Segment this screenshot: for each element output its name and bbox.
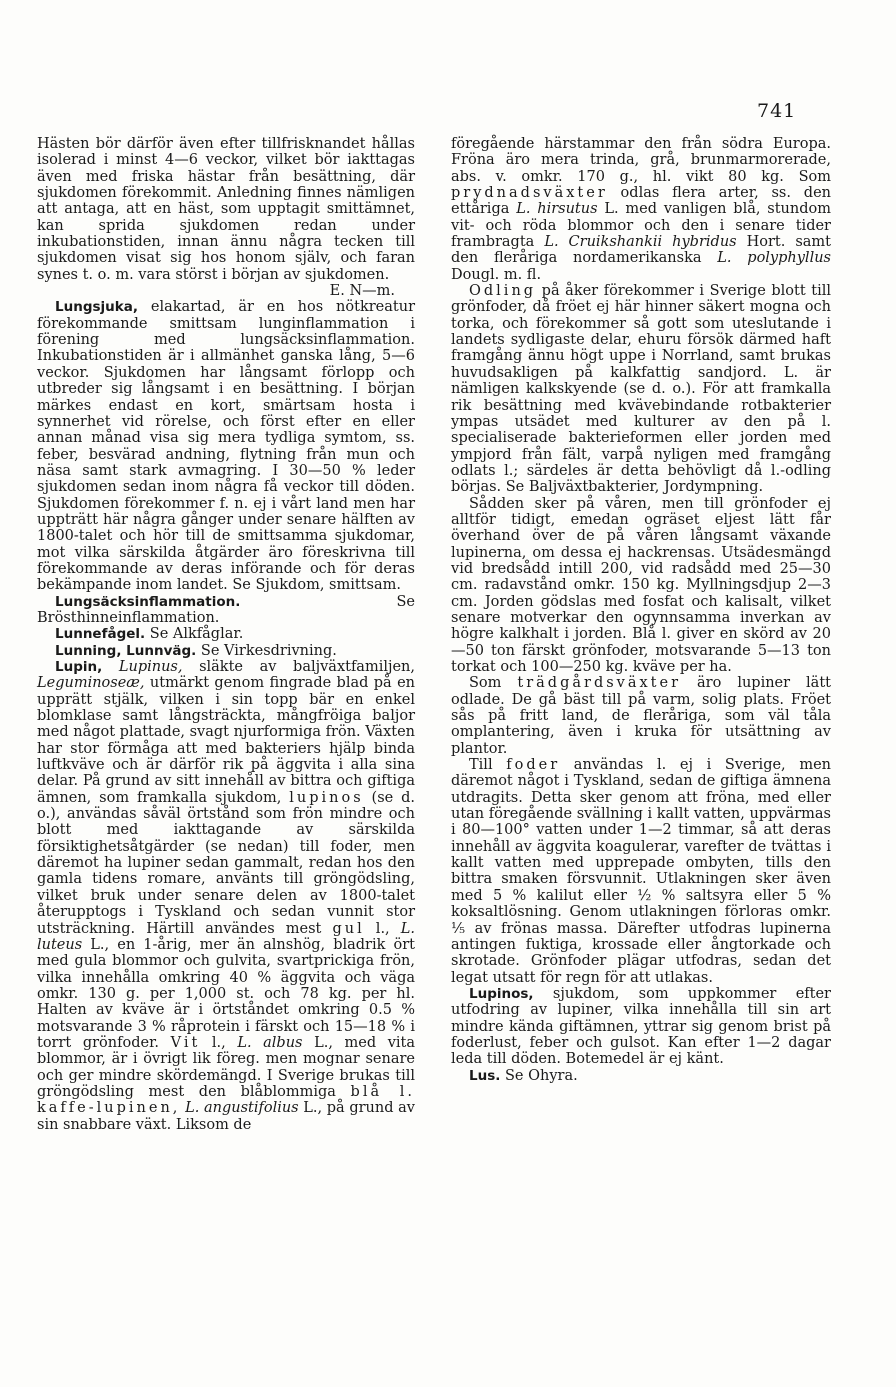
entry-lupinos: Lupinos, sjukdom, som uppkommer efter utfodring av lupiner, vilka innehålla till sin art mindre kända giftämnen, yttrar sig genom brist på foderlust, feber och gulsot. Kan efter 1—2 dagar leda till döden. Botemedel är ej känt. — [451, 985, 831, 1068]
right-column — [451, 136, 831, 1084]
entry-lupin: Lupin, Lupinus, släkte av baljväxtfamiljen, Leguminoseæ, utmärkt genom fingrade blad på en upprätt stjälk, vilken i sin topp bär en enkel blomklase samt långsträckta, mångfröiga baljor med något plattade, svagt njurformiga frön. Växten har stor förmåga att med bakteriers hjälp binda luftkväve och är därför rik på äggvita i alla sina delar. På grund av sitt innehåll av bittra och giftiga ämnen, som framkalla sjukdom, lupinos (se d. o.), användas såväl örtstånd som frön mindre och blott med iakttagande av särskilda försiktighetsåtgärder (se nedan) till foder, men däremot ha lupiner sedan gammalt, redan hos den gamla tidens romare, använts till gröngödsling, vilket bruk under senare delen av 1800-talet återupptogs i Tyskland och sedan vunnit stor utsträckning. Härtill användes mest gul l., L. luteus L., en 1-årig, mer än alnshög, bladrik ört med gula blommor och gulvita, svartprickiga frön, vilka innehålla omkring 40 % äggvita och väga omkr. 130 g. per 1,000 st. och 78 kg. per hl. Halten av kväve är i örtståndet omkring 0.5 % motsvarande 3 % råprotein i färskt och 15—18 % i torrt grönfoder. Vit l., L. albus L., med vita blommor, är i övrigt lik föreg. men mognar senare och ger mindre skördemängd. I Sverige brukas till gröngödsling mest den blåblommiga blå l. kaffe-lupinen, L. angustifolius L., på grund av sin snabbare växt. Liksom de — [37, 659, 416, 1133]
author-signature: E. N—m. — [329, 283, 395, 300]
entry-heading: Lupinos, — [469, 985, 534, 1002]
paragraph-tradgard: Som trädgårdsväxter äro lupiner lätt odlade. De gå bäst till på varm, solig plats. Fröet sås på fritt land, de fleråriga, som väl tåla omplantering, även i kruka för utsättning av plantor. — [451, 675, 831, 757]
paragraph-lupin-continued: föregående härstammar den från södra Europa. Fröna äro mera trinda, grå, brunmarmorerade, abs. v. omkr. 170 g., hl. vikt 80 kg. Som prydnadsväxter odlas flera arter, ss. den ettåriga L. hirsutus L. med vanligen blå, stundom vit- och röda blommor och den i senare tider frambragta L. Cruikshankii hybridus Hort. samt den fleråriga nordamerikanska L. polyphyllus Dougl. m. fl. — [451, 136, 832, 283]
paragraph-hasten: Hästen bör därför även efter tillfrisknandet hållas isolerad i minst 4—6 veckor, vilket bör iakttagas även med friska hästar från besättning, där sjukdomen förekommit. Anledning finnes nämligen att antaga, att en häst, som upptagit smittämnet, kan sprida sjukdomen redan under inkubationstiden, innan ännu några tecken till sjukdomen visat sig hos honom själv, och faran synes t. o. m. vara störst i början av sjukdomen. E. N—m. — [37, 136, 415, 300]
paragraph-sadden: Sådden sker på våren, men till grönfoder ej alltför tidigt, emedan ogräset eljest lätt får överhand över de på våren långsamt växande lupinerna, om dessa ej hackrensas. Utsädesmängd vid bredsådd intill 200, vid radsådd med 25—30 cm. radavstånd omkr. 150 kg. Myllningsdjup 2—3 cm. Jorden gödslas med fosfat och kalisalt, vilket senare motverkar den ogynnsamma inverkan av högre kalkhalt i jorden. Blå l. giver en skörd av 20—50 ton färskt grönfoder, motsvarande 5—13 ton torkat och 100—250 kg. kväve per ha. — [451, 495, 831, 675]
entry-heading: Lungsjuka, — [55, 299, 138, 316]
entry-lungsjuka: Lungsjuka, elakartad, är en hos nötkreatur förekommande smittsam lunginflammation i förening med lungsäcksinflammation. Inkubationstiden är i allmänhet ganska lång, 5—6 veckor. Sjukdomen har långsamt förlopp och utbreder sig långsamt i en besättning. I början märkes endast en kort, smärtsam hosta i synnerhet vid rörelse, och först efter en eller annan månad visa sig mera tydliga symtom, ss. feber, besvärad andning, flytning från mun och näsa samt stark avmagring. I 30—50 % leder sjukdomen sedan inom några få veckor till döden. Sjukdomen förekommer f. n. ej i vårt land men har uppträtt här några gånger under senare hälften av 1800-talet och hör till de smittsamma sjukdomar, mot vilka särskilda åtgärder äro föreskrivna till förekommande av deras införande och för deras bekämpande inom landet. Se Sjukdom, smittsam. — [37, 299, 415, 594]
entry-lus: Lus. Se Ohyra. — [469, 1067, 578, 1084]
paragraph-odling: Odling på åker förekommer i Sverige blott till grönfoder, då fröet ej här hinner säkert mogna och torka, och förekommer så gott som uteslutande i landets sydligaste delar, ehuru försök därmed haft framgång ännu högt uppe i Norrland, samt brukas huvudsakligen på kalkfattig sandjord. L. är nämligen kalkskyende (se d. o.). För att framkalla rik besättning med kvävebindande rotbakterier ympas utsädet med kulturer av den på l. specialiserade bakterieformen eller jorden med ympjord från fält, varpå nyligen med framgång odlats l.; särdeles är detta behövligt då l.-odling börjas. Se Baljväxtbakterier, Jordympning. — [451, 283, 831, 496]
entry-lunnefagel: Lunnefågel. Se Alkfåglar. — [55, 626, 244, 643]
entry-heading: Lus. — [469, 1067, 501, 1084]
entry-heading: Lupin, — [55, 659, 103, 675]
paragraph-foder: Till foder användas l. ej i Sverige, men däremot något i Tyskland, sedan de giftiga ämnena utdragits. Detta sker genom att fröna, med eller utan föregående svällning i kallt vatten, uppvärmas i 80—100° vatten under 1—2 timmar, så att deras innehåll av äggvita koagulerar, varefter de tvättas i kallt vatten med upprepade ombyten, tills den bittra smaken försvunnit. Utlakningen sker även med 5 % kalilut eller ½ % saltsyra eller 5 % koksaltlösning. Genom utlakningen förloras omkr. ⅕ av frönas massa. Därefter utfodras lupinerna antingen fuktiga, krossade eller ångtorkade och skrotade. Grönfoder plägar utfodras, sedan det legat utsatt för regn för att utlakas. — [451, 757, 831, 986]
entry-heading: Lungsäcksinflammation. — [55, 593, 241, 610]
page-number: 741 — [757, 100, 797, 122]
entry-lungsacksinflammation: Lungsäcksinflammation. Se Brösthinneinflammation. — [37, 593, 415, 626]
entry-lunning: Lunning, Lunnväg. Se Virkesdrivning. — [55, 642, 337, 659]
entry-heading: Lunnefågel. — [55, 626, 146, 643]
left-column — [37, 136, 415, 1133]
entry-heading: Lunning, Lunnväg. — [55, 642, 197, 659]
